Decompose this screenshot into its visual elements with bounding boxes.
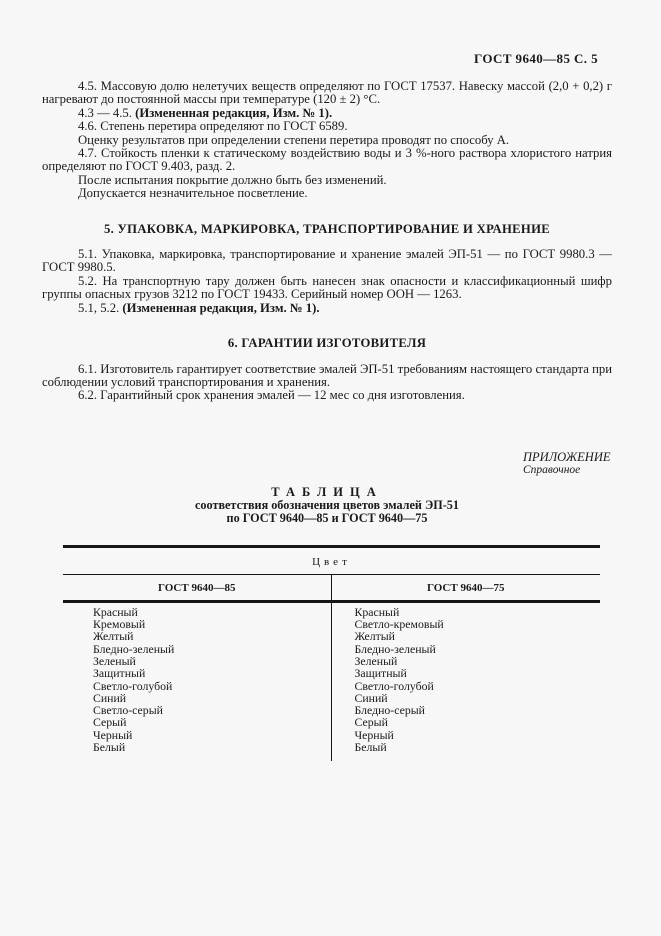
table-cell: Светло-голубой [354, 678, 434, 693]
table-cell: Светло-серый [93, 703, 163, 718]
amendment-prefix: 5.1, 5.2. [78, 300, 123, 315]
table-cell: Синий [354, 690, 388, 705]
table-cell: Синий [93, 690, 127, 705]
table-column-gost-9640-75 [332, 603, 601, 762]
table-cell: Зеленый [354, 653, 398, 668]
table-cell: Защитный [93, 666, 146, 681]
paragraph-4-7-note2: Допускается незначительное посветление. [78, 186, 308, 201]
amendment-note: (Измененная редакция, Изм. № 1). [135, 105, 333, 120]
table-column-headers [63, 575, 600, 603]
column-header-gost-9640-75: ГОСТ 9640—75 [427, 581, 505, 594]
paragraph-6-1: 6.1. Изготовитель гарантирует соответствие эмалей ЭП-51 требованиям настоящего стандарта при соблюдении условий транспортирования и хранения. [42, 361, 612, 389]
table-cell: Желтый [93, 629, 134, 644]
paragraph-6-2: 6.2. Гарантийный срок хранения эмалей — 12 мес со дня изготовления. [78, 388, 465, 403]
table-cell: Серый [354, 715, 388, 730]
table-cell: Светло-голубой [93, 678, 173, 693]
table-cell: Красный [354, 604, 400, 619]
appendix-block [523, 451, 612, 477]
paragraph-4-5: 4.5. Массовую долю нелетучих веществ определяют по ГОСТ 17537. Навеску массой (2,0 + 0,2) г нагревают до постоянной массы при температуре (120 ± 2) °С. [42, 79, 612, 107]
table-cell: Бледно-зеленый [93, 641, 175, 656]
table-cell: Бледно-зеленый [354, 641, 436, 656]
paragraph-4-7-note1: После испытания покрытие должно быть без изменений. [78, 172, 387, 187]
paragraph-amendment-5-1-5-2 [42, 302, 612, 315]
table-title: ТАБЛИЦА [271, 484, 383, 499]
table-span-header: Цвет [63, 548, 600, 575]
table-cell: Черный [354, 727, 394, 742]
page-header-standard-number: ГОСТ 9640—85 С. 5 [474, 51, 598, 66]
table-caption-line1: соответствия обозначения цветов эмалей ЭП-51 [195, 497, 459, 512]
table-cell: Зеленый [93, 653, 136, 668]
table-caption [42, 486, 612, 525]
table-cell: Светло-кремовый [354, 617, 444, 632]
table-cell: Защитный [354, 666, 407, 681]
table-caption-line2: по ГОСТ 9640—85 и ГОСТ 9640—75 [226, 510, 428, 525]
amendment-prefix: 4.3 — 4.5. [78, 105, 136, 120]
document-content [42, 80, 612, 761]
appendix-label: ПРИЛОЖЕНИЕ [523, 449, 611, 464]
amendment-note: (Измененная редакция, Изм. № 1). [122, 300, 320, 315]
table-cell: Серый [93, 715, 127, 730]
table-cell: Бледно-серый [354, 703, 425, 718]
table-column-gost-9640-85 [63, 603, 332, 762]
paragraph-5-2: 5.2. На транспортную тару должен быть нанесен знак опасности и классификационный шифр группы опасных грузов 3212 по ГОСТ 19433. Серийный номер ООН — 1263. [42, 273, 612, 302]
table-cell: Красный [93, 604, 138, 619]
table-cell: Желтый [354, 629, 395, 644]
paragraph-4-7: 4.7. Стойкость пленки к статическому воздействию воды и 3 %-ного раствора хлористого натрия определяют по ГОСТ 9.403, разд. 2. [42, 146, 612, 174]
table-cell: Кремовый [93, 617, 146, 632]
paragraph-5-1: 5.1. Упаковка, маркировка, транспортирование и хранение эмалей ЭП-51 — по ГОСТ 9980.3 — ГОСТ 9980.5. [42, 247, 612, 275]
color-correspondence-table [63, 545, 600, 762]
paragraph-amendment-4-3-4-5 [42, 107, 612, 120]
appendix-note: Справочное [523, 463, 581, 476]
table-body [63, 603, 600, 762]
section-6-heading: 6. ГАРАНТИИ ИЗГОТОВИТЕЛЯ [227, 336, 427, 351]
paragraph-4-6-note: Оценку результатов при определении степени перетира проводят по способу А. [78, 132, 510, 147]
column-header-gost-9640-85: ГОСТ 9640—85 [63, 575, 332, 600]
table-cell: Белый [93, 739, 126, 754]
paragraph-4-6: 4.6. Степень перетира определяют по ГОСТ 6589. [78, 119, 348, 134]
section-5-heading: 5. УПАКОВКА, МАРКИРОВКА, ТРАНСПОРТИРОВАНИЕ И ХРАНЕНИЕ [103, 221, 551, 236]
table-cell: Белый [354, 739, 387, 754]
table-cell: Черный [93, 727, 133, 742]
